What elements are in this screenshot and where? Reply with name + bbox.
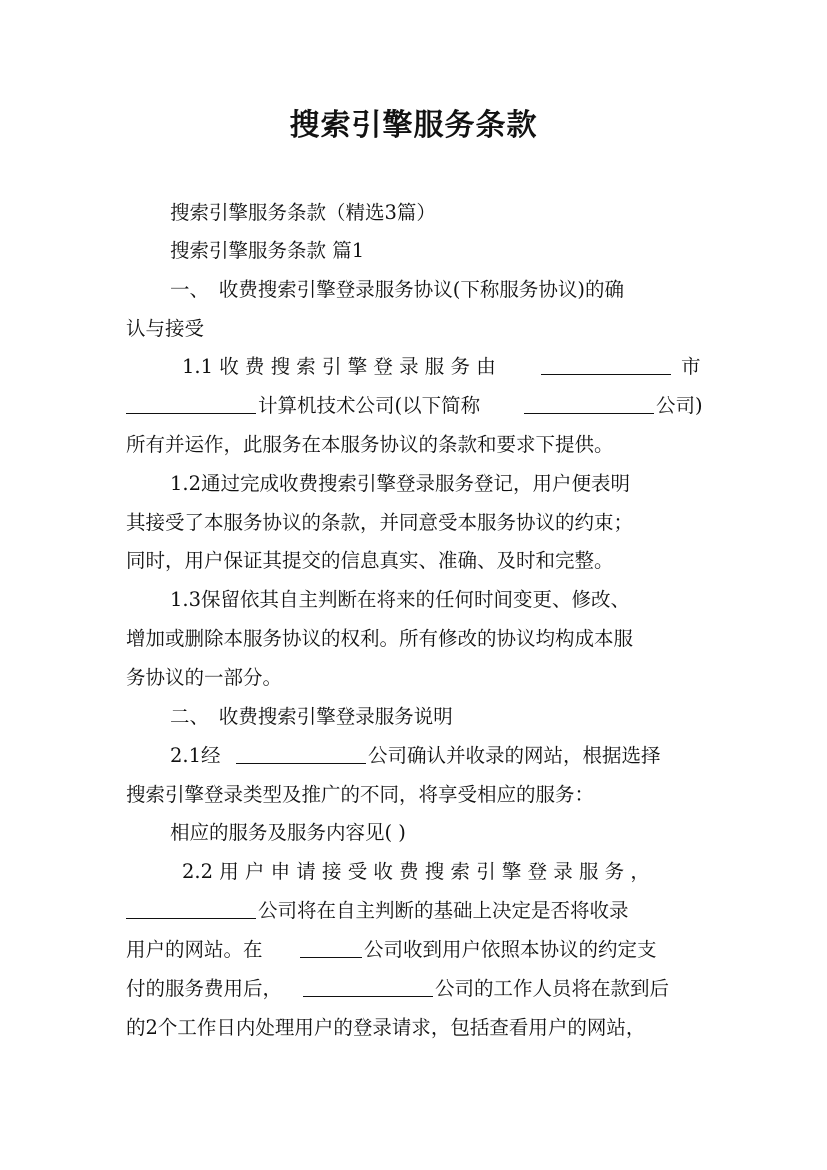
paragraph-line: 的2个工作日内处理用户的登录请求，包括查看用户的网站，: [126, 1016, 646, 1039]
text-segment: 计算机技术公司(以下简称: [258, 394, 481, 417]
fill-in-blank: [126, 898, 256, 919]
paragraph-line: 搜索引擎登录类型及推广的不同，将享受相应的服务：: [126, 783, 595, 806]
paragraph-1-2-line-1: 1.2通过完成收费搜索引擎登录服务登记，用户便表明: [170, 472, 631, 495]
subtitle-line: 搜索引擎服务条款（精选3篇）: [170, 201, 436, 224]
text-segment: 公司的工作人员将在款到后: [435, 977, 670, 1000]
paragraph-line: 增加或删除本服务协议的权利。所有修改的协议均构成本服: [126, 627, 634, 650]
paragraph-line: 相应的服务及服务内容见( ): [170, 821, 406, 844]
text-segment: 公司将在自主判断的基础上决定是否将收录: [258, 899, 629, 922]
section-heading: 搜索引擎服务条款 篇1: [170, 239, 365, 262]
paragraph-line: 同时，用户保证其提交的信息真实、准确、及时和完整。: [126, 549, 614, 572]
text-segment: 2.1经: [170, 744, 221, 767]
clause-heading-1-cont: 认与接受: [126, 317, 205, 340]
fill-in-blank: [541, 354, 671, 375]
text-segment: 公司收到用户依照本协议的约定支: [364, 938, 657, 961]
clause-heading-1: 一、 收费搜索引擎登录服务协议(下称服务协议)的确: [170, 278, 624, 301]
fill-in-blank: [236, 743, 366, 764]
paragraph-1-3-line-1: 1.3保留依其自主判断在将来的任何时间变更、修改、: [170, 588, 631, 611]
text-segment: 公司确认并收录的网站，根据选择: [368, 744, 661, 767]
document-title: 搜索引擎服务条款: [289, 108, 538, 143]
text-segment: 市: [681, 355, 701, 378]
paragraph-line: 其接受了本服务协议的条款，并同意受本服务协议的约束；: [126, 511, 634, 534]
fill-in-blank: [303, 976, 433, 997]
text-segment: 用户的网站。在: [126, 938, 263, 961]
text-segment: 付的服务费用后，: [126, 977, 283, 1000]
paragraph-1-1-line-1: [182, 354, 496, 380]
fill-in-blank: [524, 393, 654, 414]
paragraph-line: 所有并运作，此服务在本服务协议的条款和要求下提供。: [126, 433, 614, 456]
text-segment: 公司): [656, 394, 703, 417]
clause-heading-2: 二、 收费搜索引擎登录服务说明: [170, 705, 453, 728]
fill-in-blank: [126, 393, 256, 414]
text-segment: 1.1 收 费 搜 索 引 擎 登 录 服 务 由: [182, 355, 496, 378]
fill-in-blank: [300, 937, 362, 958]
paragraph-line: 务协议的一部分。: [126, 666, 283, 689]
paragraph-2-2-line-1: 2.2 用 户 申 请 接 受 收 费 搜 索 引 擎 登 录 服 务 ，: [182, 860, 650, 883]
